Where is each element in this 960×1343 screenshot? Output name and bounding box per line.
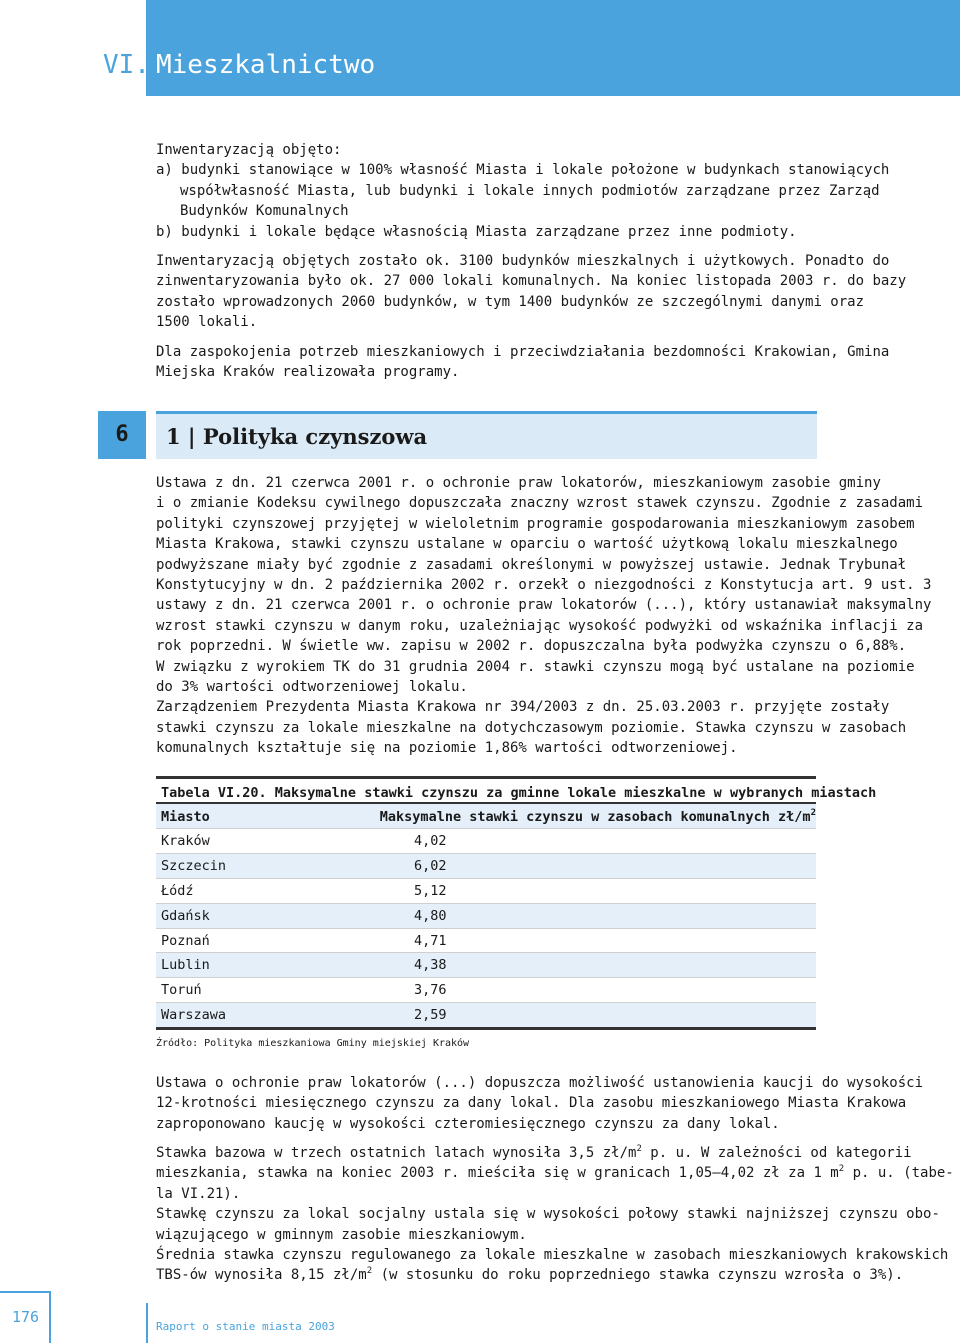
body-paragraph <box>156 473 932 759</box>
text-line: Miejska Kraków realizowała programy. <box>156 364 460 381</box>
text-line: współwłasność Miasta, lub budynki i lokale innych podmiotów zarządzane przez Zarząd <box>180 182 880 199</box>
text-line: zaproponowano kaucję w wysokości czteromiesięcznego czynszu za dany lokal. <box>156 1115 780 1132</box>
city-cell: Lublin <box>161 957 210 974</box>
table-caption: Tabela VI.20. Maksymalne stawki czynszu za gminne lokale mieszkalne w wybranych miastach <box>156 776 816 802</box>
city-cell: Warszawa <box>161 1007 227 1024</box>
intro-paragraph-2 <box>156 251 907 333</box>
text-line: Konstytucyjny w dn. 2 października 2002 r. orzekł o niezgodności z Konstytucja art. 9 ust. 3 <box>156 577 932 594</box>
text-line: wzrost stawki czynszu w danym roku, uzależniając wysokość podwyżki od wskaźnika inflacji za <box>156 617 924 634</box>
table-source-note: Źródło: Polityka mieszkaniowa Gminy miejskiej Kraków <box>156 1038 470 1049</box>
table-bottom-rule <box>156 1027 816 1030</box>
intro-paragraph-3 <box>156 342 890 383</box>
column-header-rate <box>380 804 816 828</box>
text-fragment: (w stosunku do roku poprzedniego stawka czynszu wzrosła o 3%). <box>372 1267 904 1284</box>
table-header-row <box>156 802 816 828</box>
footer-divider <box>146 1303 148 1343</box>
text-fragment: mieszkania, stawka na koniec 2003 r. mieściła się w granicach 1,05–4,02 zł za 1 m <box>156 1165 839 1182</box>
city-cell: Toruń <box>161 982 202 999</box>
text-line: Zarządzeniem Prezydenta Miasta Krakowa nr 394/2003 z dn. 25.03.2003 r. przyjęte zostały <box>156 699 890 716</box>
text-line: wiązującego w gminnym zasobie mieszkaniowym. <box>156 1226 527 1243</box>
rate-cell: 6,02 <box>414 857 447 874</box>
text-line: b) budynki i lokale będące własnością Miasta zarządzane przez inne podmioty. <box>156 223 797 240</box>
footer-report-title: Raport o stanie miasta 2003 <box>156 1320 335 1333</box>
rate-cell: 3,76 <box>414 982 447 999</box>
table-row <box>156 903 816 928</box>
table-row <box>156 977 816 1002</box>
text-line: do 3% wartości odtworzeniowej lokalu. <box>156 679 468 696</box>
city-cell: Kraków <box>161 833 210 849</box>
superscript: 2 <box>366 1266 373 1277</box>
table-row <box>156 928 816 953</box>
section-side-number: 6 <box>115 422 129 447</box>
text-line: podwyższane miały być zgodnie z zasadami określonymi w powyższej ustawie. Jednak Trybunał <box>156 556 907 573</box>
superscript: 2 <box>636 1144 642 1154</box>
base-rate-paragraph <box>156 1143 954 1286</box>
text-line: zostało wprowadzonych 2060 budynków, w tym 1400 budynków ze szczególnymi danymi oraz <box>156 293 865 310</box>
rate-cell: 4,71 <box>414 932 447 949</box>
column-header-rate-label: Maksymalne stawki czynszu w zasobach komunalnych zł/m <box>379 809 811 825</box>
text-fragment: Stawka bazowa w trzech ostatnich latach wynosiła 3,5 zł/m <box>156 1145 637 1161</box>
chapter-title: Mieszkalnictwo <box>156 50 376 80</box>
text-line: la VI.21). <box>156 1185 241 1202</box>
text-line: Średnia stawka czynszu regulowanego za lokale mieszkalne w zasobach mieszkaniowych krakowskich <box>156 1247 949 1264</box>
rate-cell: 2,59 <box>414 1007 447 1024</box>
chapter-header-band <box>146 0 960 96</box>
section-title: 1 | Polityka czynszowa <box>166 424 428 449</box>
rate-cell: 4,80 <box>414 907 447 924</box>
text-line: ustawy z dn. 21 czerwca 2001 r. o ochronie praw lokatorów (...), który ustanawiał maksymalny <box>156 597 932 614</box>
text-fragment: p. u. W zależności od kategorii <box>641 1145 912 1161</box>
table-row <box>156 828 816 853</box>
rate-cell: 4,38 <box>414 957 447 974</box>
text-line: komunalnych kształtuje się na poziomie 1,86% wartości odtworzeniowej. <box>156 740 738 757</box>
text-line: polityki czynszowej przyjętej w wieloletnim programie gospodarowania mieszkaniowym zasobem <box>156 515 915 532</box>
column-header-city: Miasto <box>161 809 210 825</box>
text-line: Miasta Krakowa, stawki czynszu ustalane w oparciu o wartość użytkową lokalu mieszkalnego <box>156 536 898 553</box>
text-line: 1500 lokali. <box>156 314 258 331</box>
superscript: 2 <box>838 1164 845 1175</box>
city-cell: Łódź <box>161 882 194 899</box>
text-line: Stawkę czynszu za lokal socjalny ustala się w wysokości połowy stawki najniższej czynszu obo- <box>156 1206 940 1223</box>
intro-paragraph-1 <box>156 140 890 242</box>
text-line: Dla zaspokojenia potrzeb mieszkaniowych i przeciwdziałania bezdomności Krakowian, Gmina <box>156 344 890 360</box>
city-cell: Poznań <box>161 932 210 949</box>
rate-cell: 5,12 <box>414 882 447 899</box>
table-row <box>156 952 816 977</box>
text-line: W związku z wyrokiem TK do 31 grudnia 2004 r. stawki czynszu mogą być ustalane na poziomie <box>156 658 915 675</box>
header-left-area <box>0 0 146 96</box>
text-line <box>156 1143 912 1163</box>
text-line: Inwentaryzacją objęto: <box>156 142 342 158</box>
rate-cell: 4,02 <box>414 833 447 849</box>
rent-rates-table <box>156 776 877 1030</box>
deposit-paragraph <box>156 1073 924 1134</box>
text-line: a) budynki stanowiące w 100% własność Miasta i lokale położone w budynkach stanowiących <box>156 162 890 179</box>
chapter-number: VI. <box>103 50 150 80</box>
page-number: 176 <box>11 1308 40 1326</box>
text-line <box>156 1163 954 1183</box>
city-cell: Gdańsk <box>161 907 210 924</box>
text-line: i o zmianie Kodeksu cywilnego dopuszczała znaczny wzrost stawek czynszu. Zgodnie z zasadami <box>156 495 924 512</box>
text-line: rok poprzedni. W świetle ww. zapisu w 2002 r. dopuszczalna była podwyżka czynszu o 6,88%. <box>156 638 907 655</box>
text-line: Budynków Komunalnych <box>180 203 349 220</box>
text-fragment: p. u. (tabe- <box>844 1165 954 1182</box>
text-line: Ustawa z dn. 21 czerwca 2001 r. o ochronie praw lokatorów, mieszkaniowym zasobie gminy <box>156 475 881 491</box>
text-line: Inwentaryzacją objętych zostało ok. 3100 budynków mieszkalnych i użytkowych. Ponadto do <box>156 253 890 269</box>
city-cell: Szczecin <box>161 857 227 874</box>
text-fragment: TBS-ów wynosiła 8,15 zł/m <box>156 1267 367 1284</box>
superscript: 2 <box>810 808 816 818</box>
text-line: 12-krotności miesięcznego czynszu za dany lokal. Dla zasobu mieszkaniowego Miasta Krakowa <box>156 1095 907 1112</box>
text-line <box>156 1265 904 1285</box>
text-line: stawki czynszu za lokale mieszkalne na dotychczasowym poziomie. Stawka czynszu w zasobach <box>156 719 907 736</box>
table-row <box>156 853 816 878</box>
table-row <box>156 878 816 903</box>
table-row <box>156 1002 816 1027</box>
text-line: Ustawa o ochronie praw lokatorów (...) dopuszcza możliwość ustanowienia kaucji do wysokości <box>156 1075 924 1091</box>
text-line: zinwentaryzowania było ok. 27 000 lokali komunalnych. Na koniec listopada 2003 r. do bazy <box>156 273 907 290</box>
